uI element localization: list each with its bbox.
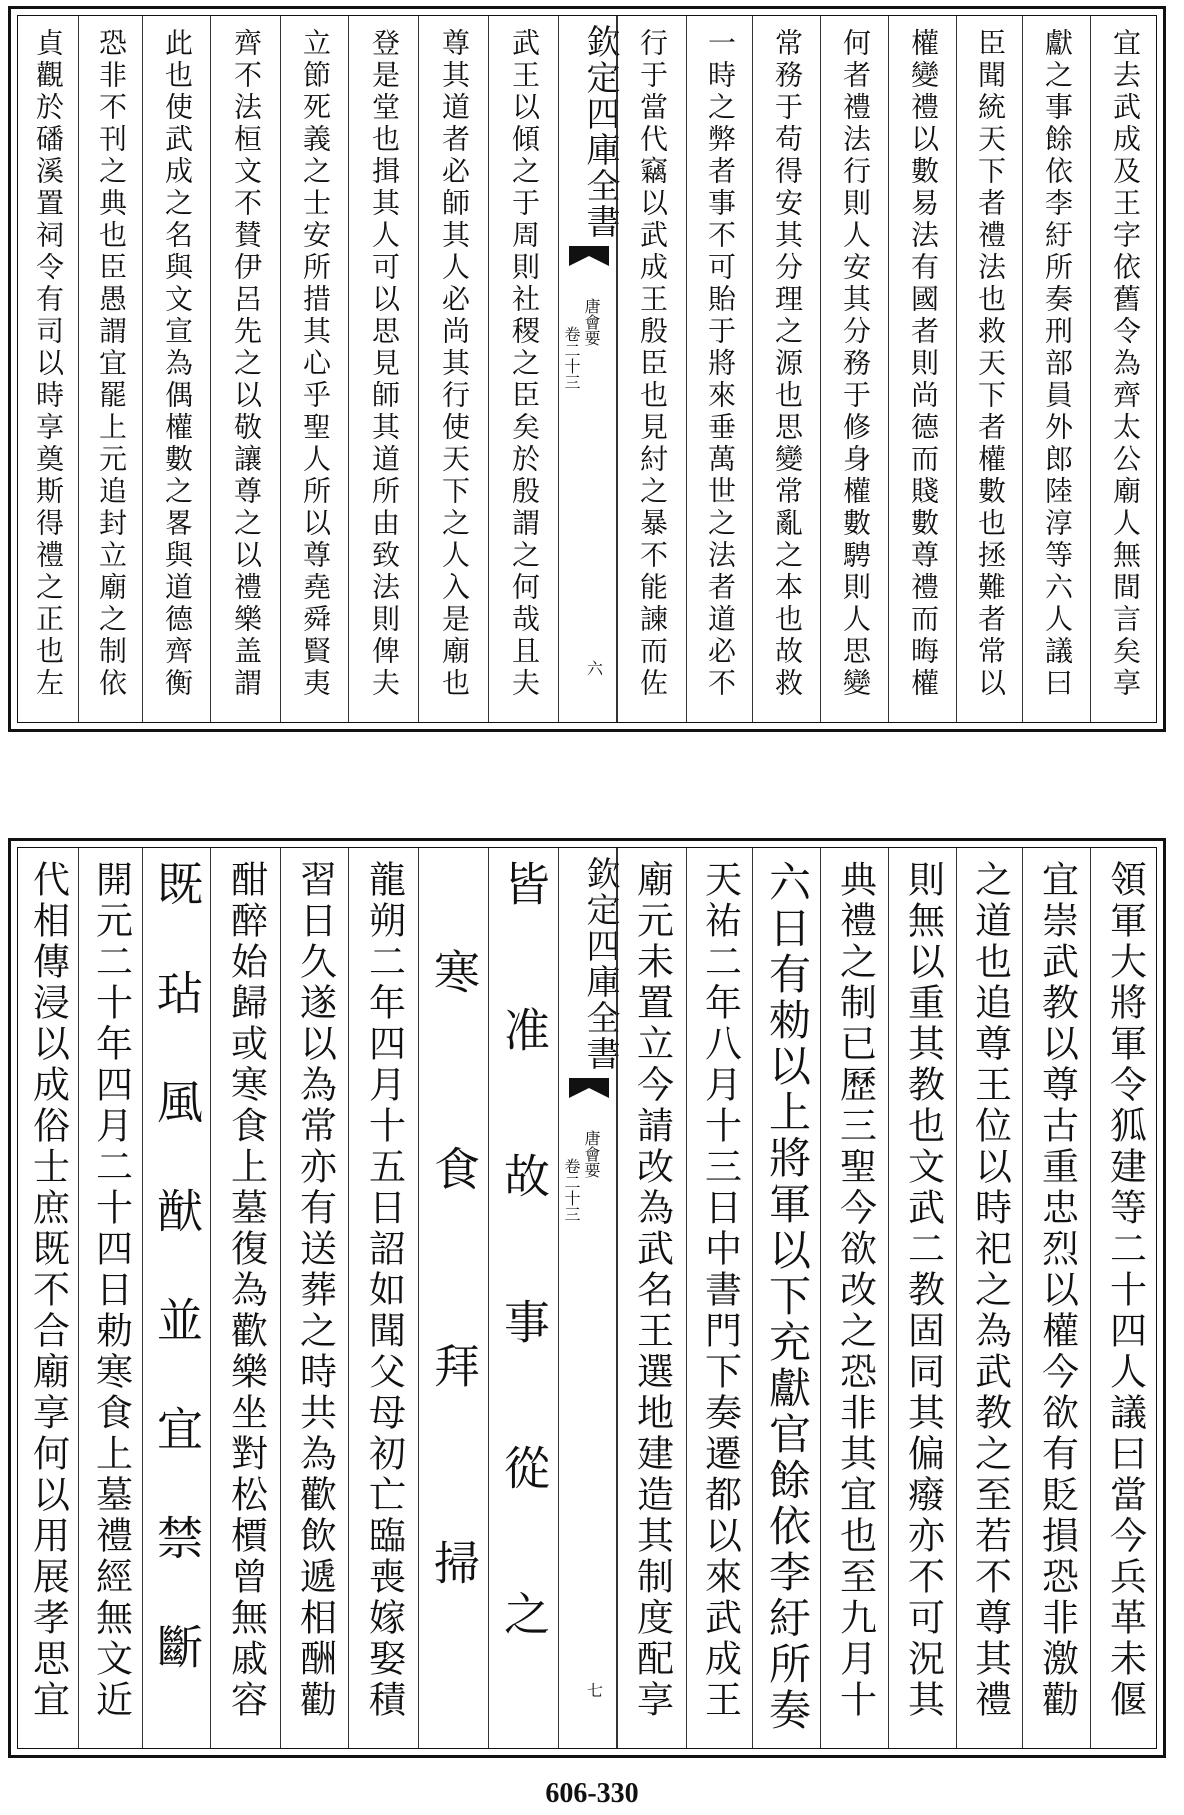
column-text: 獻之事餘依李紆所奏刑部員外郎陸淳等六人議曰 — [1041, 28, 1074, 700]
column-text: 齊不法桓文不賛伊呂先之以敬讓尊之以禮樂盖謂 — [230, 28, 263, 700]
volume-label: 卷二十三 — [562, 1158, 581, 1222]
column-text: 立節死義之士安所措其心乎聖人所以尊堯舜賢夷 — [299, 28, 332, 700]
column-right-8 — [616, 16, 687, 722]
column-text: 六日有勑以上將軍以下充獻官餘依李紆所奏 — [763, 860, 812, 1734]
column-text: 權變禮以數易法有國者則尚德而賤數尊禮而晦權 — [907, 28, 940, 700]
center-column — [558, 848, 618, 1748]
column-right-2 — [1022, 848, 1091, 1748]
column-left-2 — [418, 848, 489, 1748]
column-left-5 — [210, 16, 281, 722]
column-left-7 — [78, 848, 143, 1748]
column-text: 宜崇武教以尊古重忠烈以權今欲有貶損恐非激勸 — [1035, 860, 1079, 1721]
column-right-4 — [888, 848, 957, 1748]
page-bottom-frame — [17, 847, 1157, 1749]
column-right-3 — [956, 16, 1023, 722]
column-text: 一時之弊者事不可貽于將來垂萬世之法者道必不 — [704, 28, 737, 700]
column-text: 天祐二年八月十三日中書門下奏遷都以來武成王 — [698, 860, 742, 1721]
column-text: 皆准故事從之 — [497, 860, 551, 1736]
column-text: 宜去武成及王字依舊令為齊太公廟人無間言矣享 — [1109, 28, 1142, 700]
column-text: 何者禮法行則人安其分務于修身權數騁則人思變 — [839, 28, 872, 700]
column-text: 武王以傾之于周則社稷之臣矣於殷謂之何哉且夫 — [508, 28, 541, 700]
fish-tail-mark-icon — [569, 1078, 609, 1108]
column-right-1 — [1090, 848, 1159, 1748]
column-right-7 — [686, 848, 753, 1748]
collection-title: 欽定四庫全書 — [580, 24, 620, 240]
center-column — [558, 16, 618, 722]
column-left-3 — [348, 16, 419, 722]
column-text: 常務于苟得安其分理之源也思變常亂之本也故救 — [771, 28, 804, 700]
column-left-7 — [78, 16, 143, 722]
column-text: 典禮之制已歷三聖今欲改之恐非其宜也至九月十 — [833, 860, 877, 1721]
page-bottom — [8, 838, 1166, 1758]
column-text: 臣聞統天下者禮法也救天下者權數也拯難者常以 — [974, 28, 1007, 700]
column-right-3 — [956, 848, 1023, 1748]
column-text: 尊其道者必師其人必尚其行使天下之人入是廟也 — [438, 28, 471, 700]
column-right-5 — [820, 16, 889, 722]
book-title: 唐會要 — [582, 298, 601, 346]
column-right-6 — [752, 848, 821, 1748]
column-left-2 — [418, 16, 489, 722]
column-text: 行于當代竊以武成王殷臣也見紂之暴不能諫而佐 — [636, 28, 669, 700]
collection-title: 欽定四庫全書 — [580, 856, 620, 1072]
column-left-6 — [142, 848, 211, 1748]
column-left-8 — [18, 16, 78, 722]
column-text: 開元二十年四月二十四日勅寒食上墓禮經無文近 — [89, 860, 133, 1721]
column-right-7 — [686, 16, 753, 722]
section-heading: 寒食拜掃 — [427, 948, 481, 1736]
column-left-4 — [280, 16, 349, 722]
column-right-5 — [820, 848, 889, 1748]
column-right-8 — [616, 848, 687, 1748]
column-right-1 — [1090, 16, 1159, 722]
column-text: 登是堂也揖其人可以思見師其道所由致法則俾夫 — [368, 28, 401, 700]
column-text: 代相傳浸以成俗士庶既不合廟享何以用展孝思宜 — [26, 860, 70, 1721]
leaf-number: 六 — [587, 659, 604, 678]
column-left-4 — [280, 848, 349, 1748]
column-left-8 — [18, 848, 78, 1748]
column-right-4 — [888, 16, 957, 722]
page-number: 606-330 — [545, 1778, 639, 1809]
column-left-5 — [210, 848, 281, 1748]
column-text: 習日久遂以為常亦有送葬之時共為歡飲遞相酬勸 — [293, 860, 337, 1721]
leaf-number: 七 — [587, 1681, 604, 1700]
column-text: 貞觀於磻溪置祠令有司以時享奠斯得禮之正也左 — [32, 28, 65, 700]
column-text: 酣醉始歸或寒食上墓復為歡樂坐對松檟曾無戚容 — [224, 860, 268, 1721]
column-text: 此也使武成之名與文宣為偶權數之畧與道德齊衡 — [161, 28, 194, 700]
column-text: 領軍大將軍令狐建等二十四人議曰當今兵革未偃 — [1103, 860, 1147, 1721]
column-left-1 — [488, 16, 559, 722]
column-right-6 — [752, 16, 821, 722]
column-text: 廟元未置立今請改為武名王選地建造其制度配享 — [630, 860, 674, 1721]
column-text: 既玷風猷並宜禁斷 — [150, 860, 204, 1732]
column-text: 龍朔二年四月十五日詔如聞父母初亡臨喪嫁娶積 — [362, 860, 406, 1721]
fish-tail-mark-icon — [569, 246, 609, 276]
page-top-frame — [17, 15, 1157, 723]
column-left-1 — [488, 848, 559, 1748]
column-text: 之道也追尊王位以時祀之為武教之至若不尊其禮 — [968, 860, 1012, 1721]
column-left-3 — [348, 848, 419, 1748]
column-text: 則無以重其教也文武二教固同其偏癈亦不可況其 — [901, 860, 945, 1721]
column-text: 恐非不刊之典也臣愚謂宜罷上元追封立廟之制依 — [95, 28, 128, 700]
column-right-2 — [1022, 16, 1091, 722]
page-top — [8, 6, 1166, 732]
book-title: 唐會要 — [582, 1130, 601, 1178]
column-left-6 — [142, 16, 211, 722]
volume-label: 卷二十三 — [562, 326, 581, 390]
